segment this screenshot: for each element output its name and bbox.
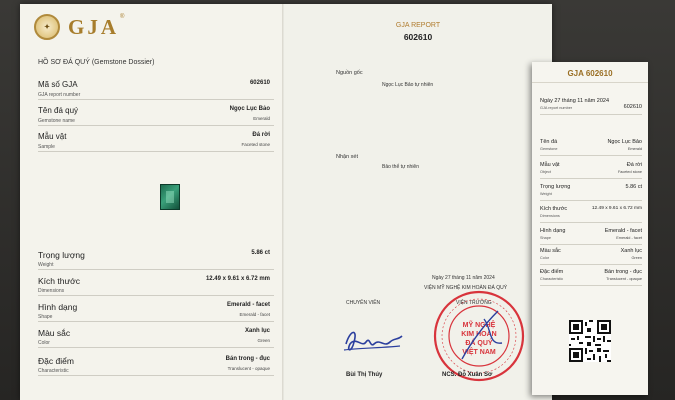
- row-value-en: Emerald: [253, 116, 270, 121]
- row-label: Mẫu vật: [38, 132, 67, 141]
- row-value: Xanh lục: [244, 328, 270, 334]
- card-row-label-en: Color: [540, 256, 550, 260]
- card-row-value: Đá rời: [626, 162, 642, 168]
- color-row: [38, 328, 274, 348]
- card-color-row: [540, 248, 642, 265]
- card-row-label-en: Object: [540, 170, 551, 174]
- sample-row: [38, 132, 274, 152]
- card-row-value: Emerald - facet: [604, 228, 642, 234]
- row-value-en: Faceted stone: [241, 142, 270, 147]
- report-heading: GJA REPORT: [395, 22, 441, 29]
- row-label-en: Weight: [38, 262, 54, 268]
- row-label: Trọng lượng: [38, 250, 85, 260]
- card-row-label-en: Gemstone: [540, 147, 558, 151]
- card-divider: [532, 82, 648, 83]
- qr-code-icon: [569, 320, 611, 362]
- row-value: Emerald - facet: [226, 302, 270, 308]
- row-label: Tên đá quý: [38, 106, 79, 115]
- origin-value: Ngọc Lục Bảo tự nhiên: [382, 82, 434, 88]
- row-value: Ngọc Lục Bảo: [229, 106, 270, 112]
- card-row-label-en: Characteristic: [540, 277, 564, 281]
- report-number: 602610: [403, 32, 433, 42]
- gja-certificate-card: [532, 62, 648, 395]
- stamp-text-line: KIM HOÀN: [461, 331, 497, 338]
- card-weight-row: [540, 184, 642, 201]
- row-label-en: Shape: [38, 314, 53, 320]
- gja-logo: [34, 14, 124, 40]
- card-row-label: Hình dạng: [540, 228, 566, 234]
- weight-row: [38, 250, 274, 270]
- gemstone-dossier-sheet: [20, 4, 552, 400]
- emerald-stone-photo: [160, 184, 180, 210]
- issue-date: Ngày 27 tháng 11 năm 2024: [432, 275, 495, 281]
- institute-name: VIỆN MỸ NGHỆ KIM HOÀN ĐÁ QUÝ: [424, 285, 508, 291]
- card-row-value: 5.86 ct: [625, 184, 642, 190]
- card-gemstone-row: [540, 139, 642, 156]
- card-row-label: Đặc điểm: [540, 269, 564, 275]
- gja-seal-icon: ✦: [34, 14, 60, 40]
- director-name: NCS. Đỗ Xuân Sơ: [442, 372, 493, 378]
- card-row-label-en: Weight: [540, 192, 552, 196]
- card-row-label: Màu sắc: [540, 248, 561, 254]
- director-title: VIỆN TRƯỞNG: [456, 300, 492, 306]
- row-label: Đặc điểm: [38, 356, 74, 366]
- card-date-row: [540, 98, 642, 115]
- row-label-en: Gemstone name: [38, 118, 75, 124]
- card-row-value-en: Emerald: [627, 147, 642, 151]
- card-row-value-en: Green: [631, 256, 642, 260]
- card-object-row: [540, 162, 642, 179]
- stamp-text-line: VIỆT NAM: [462, 349, 496, 356]
- row-value: Bán trong - đục: [225, 356, 270, 362]
- card-characteristic-row: [540, 269, 642, 286]
- specialist-signature: [340, 322, 404, 360]
- row-value: Đá rời: [252, 132, 270, 138]
- dossier-left-panel: [20, 4, 282, 400]
- row-label-en: Sample: [38, 144, 55, 150]
- row-value: 602610: [249, 80, 270, 86]
- card-shape-row: [540, 228, 642, 245]
- card-title: GJA 602610: [567, 69, 613, 78]
- card-row-label: Trọng lượng: [540, 184, 571, 190]
- card-row-value: Bán trong - đục: [604, 269, 642, 275]
- card-dimensions-row: [540, 206, 642, 223]
- row-label: Màu sắc: [38, 328, 71, 338]
- stamp-text-line: ĐÁ QUÝ: [465, 340, 493, 347]
- report-number-row: [38, 80, 274, 100]
- card-row-value-en: Faceted stone: [617, 170, 642, 174]
- row-label: Kích thước: [38, 276, 80, 286]
- card-row-value: 602610: [623, 104, 642, 110]
- official-red-stamp: [432, 289, 526, 383]
- row-label: Mã số GJA: [38, 80, 78, 89]
- card-row-value: 12.49 x 9.61 x 6.72 mm: [591, 206, 642, 211]
- card-row-label-en: Dimensions: [540, 214, 560, 218]
- row-label-en: Color: [38, 340, 50, 346]
- dossier-middle-panel: [284, 4, 552, 400]
- remark-label: Nhận xét: [336, 154, 359, 160]
- row-value-en: Green: [257, 338, 270, 343]
- characteristic-row: [38, 356, 274, 376]
- row-label-en: Dimensions: [38, 288, 65, 294]
- row-value: 12.49 x 9.61 x 6.72 mm: [205, 276, 270, 282]
- row-value: 5.86 ct: [251, 250, 270, 256]
- card-row-value: Ngọc Lục Bảo: [607, 139, 642, 145]
- card-row-value: Xanh lục: [620, 248, 642, 254]
- specialist-name: Bùi Thị Thúy: [346, 372, 383, 378]
- gja-logo-text: GJA: [68, 14, 119, 39]
- stamp-text-line: MỸ NGHỆ: [462, 322, 496, 329]
- card-row-label: Ngày 27 tháng 11 năm 2024: [540, 98, 610, 104]
- dimensions-row: [38, 276, 274, 296]
- remark-value: Bảo thể tự nhiên: [382, 164, 419, 170]
- row-value-en: Translucent - opaque: [227, 366, 270, 371]
- registered-mark-icon: ®: [120, 14, 125, 20]
- row-label-en: GJA report number: [38, 92, 81, 98]
- card-row-value-en: Emerald - facet: [616, 236, 642, 240]
- row-label-en: Characteristic: [38, 368, 69, 374]
- card-row-label-en: Shape: [540, 236, 551, 240]
- card-row-label: Mẫu vật: [540, 162, 560, 168]
- card-row-value-en: Translucent - opaque: [606, 277, 642, 281]
- row-value-en: Emerald - facet: [239, 312, 270, 317]
- card-row-label-en: GJA report number: [540, 106, 573, 110]
- dossier-title: HỒ SƠ ĐÁ QUÝ (Gemstone Dossier): [38, 59, 155, 66]
- specialist-title: CHUYÊN VIÊN: [346, 300, 381, 306]
- row-label: Hình dạng: [38, 302, 78, 312]
- card-row-label: Tên đá: [540, 139, 558, 145]
- card-row-label: Kích thước: [540, 206, 568, 212]
- origin-label: Nguồn gốc: [336, 70, 363, 76]
- gem-table-facet: [166, 191, 174, 203]
- gemstone-name-row: [38, 106, 274, 126]
- shape-row: [38, 302, 274, 322]
